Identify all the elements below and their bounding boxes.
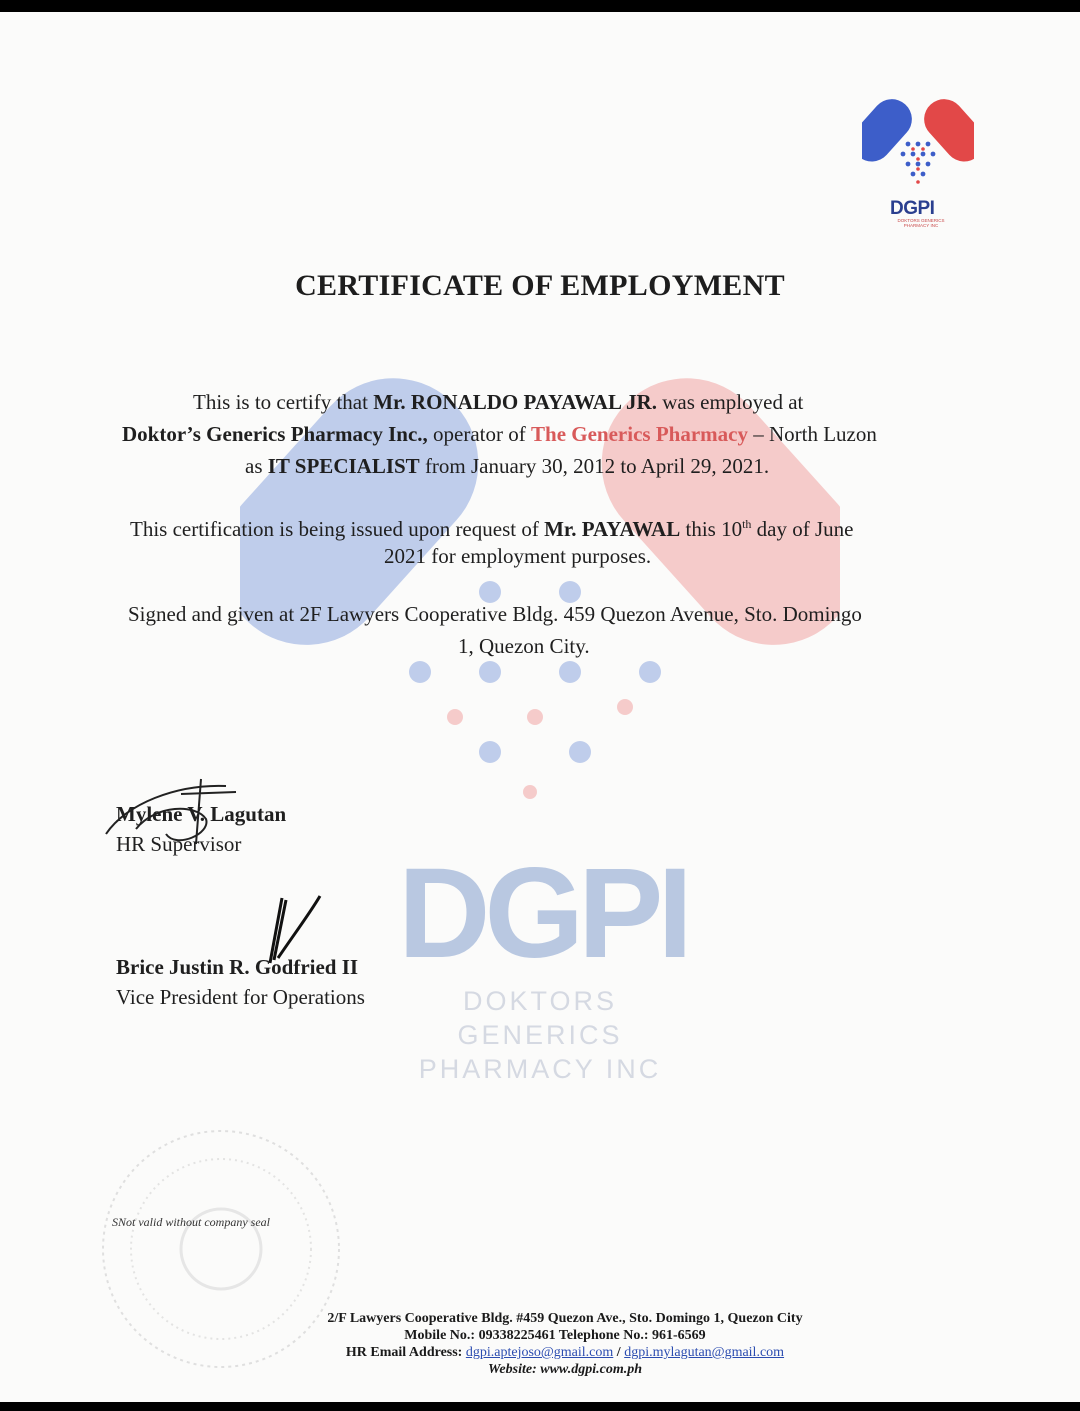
watermark-dgpi-text: DGPI bbox=[398, 842, 687, 985]
signatory-2-name: Brice Justin R. Godfried II bbox=[116, 955, 359, 979]
paragraph-1-line-3: as IT SPECIALIST from January 30, 2012 to April 29, 2021. bbox=[245, 454, 770, 478]
footer-website: Website: www.dgpi.com.ph bbox=[488, 1362, 642, 1377]
logo-brand-text: DGPI bbox=[890, 198, 935, 219]
footer-address: 2/F Lawyers Cooperative Bldg. #459 Quezon Ave., Sto. Domingo 1, Quezon City bbox=[327, 1311, 803, 1326]
paragraph-3-line-1: Signed and given at 2F Lawyers Cooperative Bldg. 459 Quezon Avenue, Sto. Domingo bbox=[128, 602, 862, 626]
signatory-1-name: Mylene V. Lagutan bbox=[116, 802, 287, 826]
paragraph-2-line-2: 2021 for employment purposes. bbox=[384, 544, 652, 568]
paragraph-1-line-2: Doktor’s Generics Pharmacy Inc., operator of The Generics Pharmacy – North Luzon bbox=[122, 422, 877, 446]
seal-note: SNot valid without company seal bbox=[112, 1215, 270, 1229]
footer-emails: HR Email Address: dgpi.aptejoso@gmail.com / dgpi.mylagutan@gmail.com bbox=[345, 1345, 785, 1360]
dgpi-logo bbox=[862, 92, 974, 242]
email-link-2[interactable]: dgpi.mylagutan@gmail.com bbox=[624, 1345, 785, 1360]
signatory-2-title: Vice President for Operations bbox=[116, 985, 365, 1009]
logo-tagline: DOKTORS GENERICS PHARMACY INC bbox=[897, 218, 945, 228]
paragraph-3-line-2: 1, Quezon City. bbox=[458, 634, 590, 658]
email-link-1[interactable]: dgpi.aptejoso@gmail.com bbox=[465, 1345, 614, 1360]
footer-phones: Mobile No.: 09338225461 Telephone No.: 961-6569 bbox=[404, 1328, 706, 1343]
footer-contact bbox=[0, 1310, 1080, 1378]
paragraph-2-line-1: This certification is being issued upon request of Mr. PAYAWAL this 10th day of June bbox=[130, 517, 854, 541]
certificate-page bbox=[0, 12, 1080, 1402]
heart-logo-icon bbox=[862, 92, 974, 196]
paragraph-1-line-1: This is to certify that Mr. RONALDO PAYAWAL JR. was employed at bbox=[193, 390, 804, 414]
certificate-title: CERTIFICATE OF EMPLOYMENT bbox=[295, 269, 785, 302]
signatory-1-title: HR Supervisor bbox=[116, 832, 242, 856]
watermark-company-text: DOKTORS GENERICS PHARMACY INC bbox=[418, 986, 662, 1084]
